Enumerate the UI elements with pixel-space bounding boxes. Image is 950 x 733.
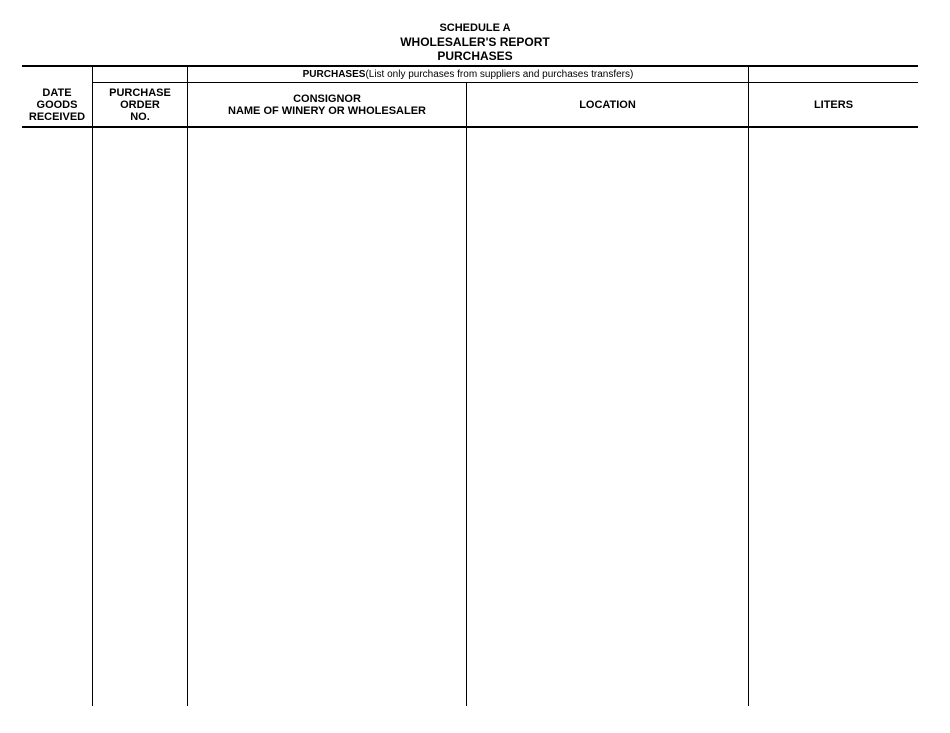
column-header-liters: [749, 83, 918, 126]
consignor-line-1: CONSIGNOR: [293, 92, 361, 105]
date-line-2: GOODS: [36, 98, 78, 111]
consignor-line-2: NAME OF WINERY OR WHOLESALER: [228, 104, 426, 117]
schedule-label: SCHEDULE A: [439, 22, 511, 34]
po-line-1: PURCHASE: [109, 86, 171, 99]
date-line-3: RECEIVED: [28, 110, 86, 123]
report-subtitle: PURCHASES: [437, 49, 513, 63]
column-header-consignor: [188, 83, 466, 126]
column-divider-2: [187, 66, 188, 706]
po-line-3: NO.: [130, 110, 150, 123]
column-divider-4: [748, 66, 749, 706]
column-header-date: [22, 83, 92, 126]
liters-label: LITERS: [813, 98, 854, 111]
header-bottom-rule: [22, 126, 918, 128]
location-label: LOCATION: [579, 98, 636, 111]
column-header-po: [93, 83, 187, 126]
po-line-2: ORDER: [120, 98, 160, 111]
column-header-location: [467, 83, 748, 126]
report-title: WHOLESALER'S REPORT: [400, 35, 550, 49]
form-title: [0, 21, 950, 63]
date-line-1: DATE: [42, 86, 72, 99]
purchases-banner: [188, 67, 748, 82]
column-divider-1: [92, 66, 93, 706]
banner-note: (List only purchases from suppliers and purchases transfers): [365, 69, 634, 80]
column-divider-3: [466, 82, 467, 706]
banner-bold: PURCHASES: [302, 69, 366, 80]
